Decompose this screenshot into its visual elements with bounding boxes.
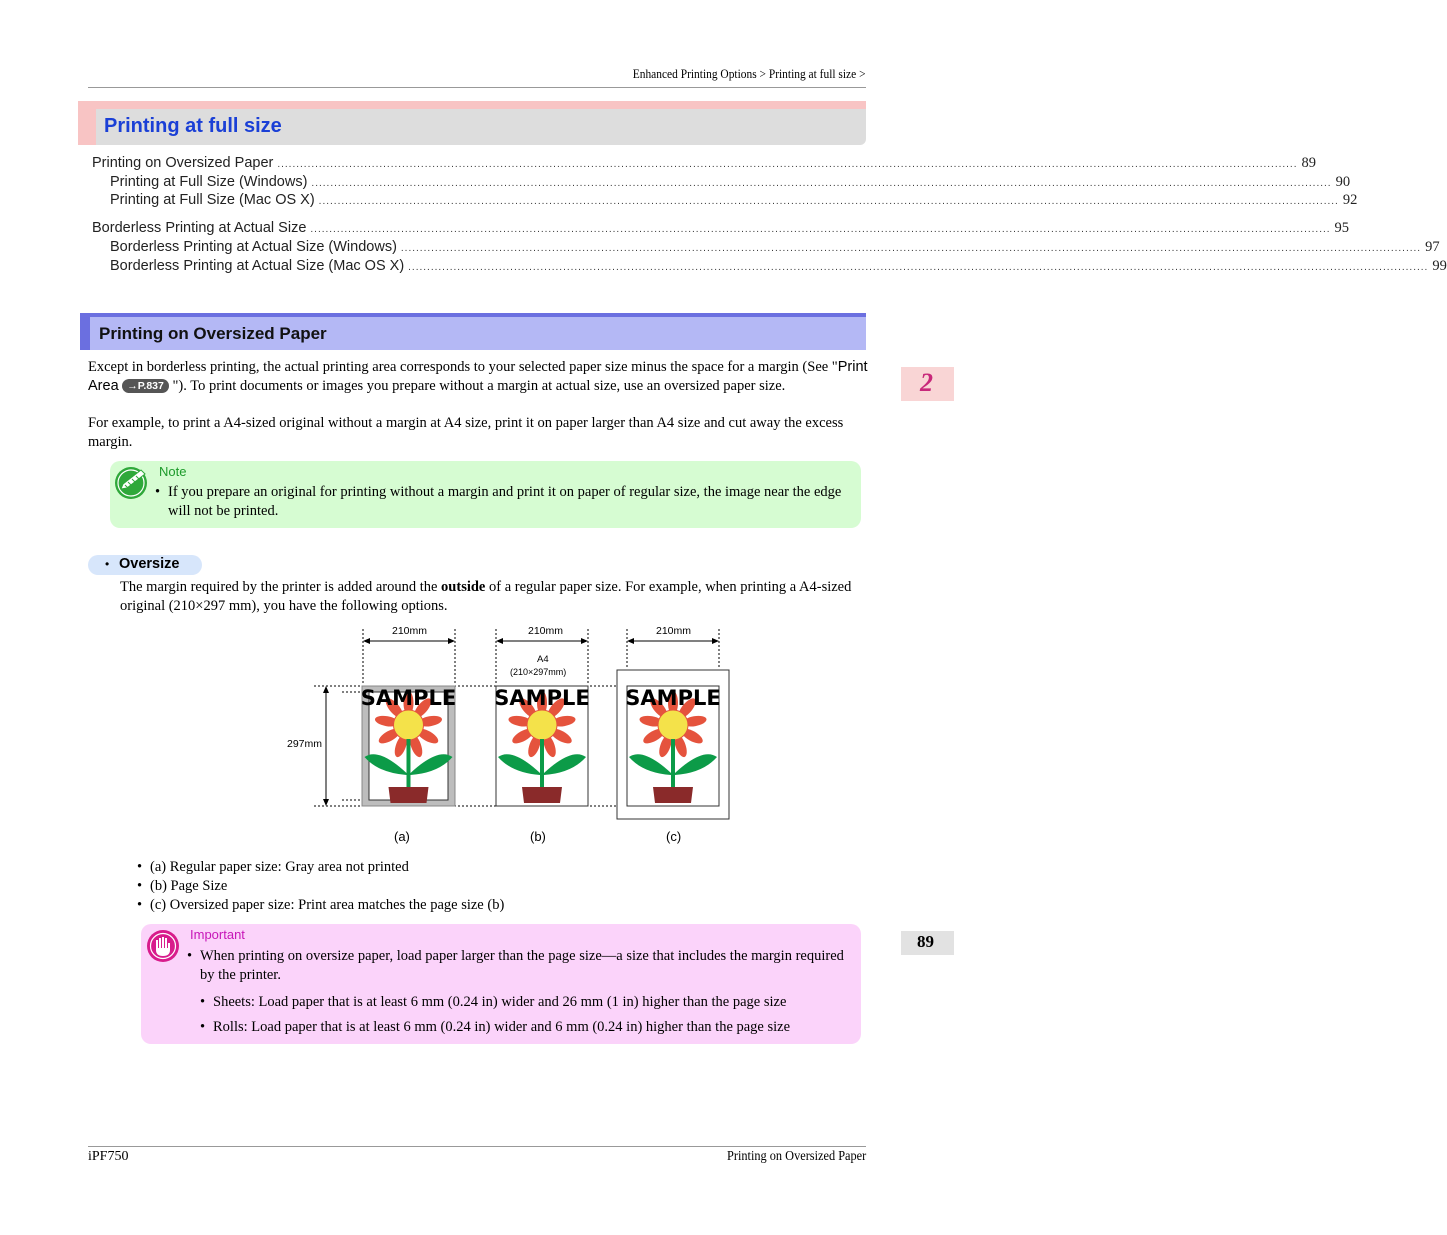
section-banner	[80, 313, 866, 350]
toc-entry-page: 99	[1432, 258, 1447, 274]
toc-entry-page: 92	[1342, 192, 1358, 208]
toc-entry[interactable]	[92, 155, 1316, 172]
note-label: Note	[159, 464, 187, 479]
page-number: 89	[917, 932, 934, 951]
toc-entry-title: Borderless Printing at Actual Size (Windows)	[110, 239, 397, 255]
chapter-banner	[78, 101, 866, 145]
toc-entry[interactable]	[110, 192, 1358, 209]
header-breadcrumb: Enhanced Printing Options > Printing at full size >	[633, 66, 866, 81]
hand-stop-icon	[145, 928, 181, 964]
toc-entry-page: 95	[1334, 220, 1350, 236]
diagram-label-c: (c)	[666, 829, 682, 844]
important-label: Important	[190, 927, 245, 942]
pencil-check-icon	[113, 464, 151, 500]
legend-item: (b) Page Size	[150, 878, 228, 894]
oversize-text-a: The margin required by the printer is added around the	[120, 579, 442, 595]
chapter-number: 2	[920, 368, 933, 397]
toc-entry-title: Printing at Full Size (Mac OS X)	[110, 192, 315, 208]
header-divider	[88, 87, 866, 88]
height-label: 297mm	[287, 738, 323, 750]
toc-entry[interactable]	[110, 174, 1351, 191]
bullet: •	[200, 1019, 206, 1035]
oversize-text-b: of a regular paper size. For example, when printing a A4-sized original (210×297 mm), you have the following options.	[120, 579, 852, 614]
toc-entry-title: Borderless Printing at Actual Size (Mac OS X)	[110, 258, 405, 274]
chapter-title: Printing at full size	[104, 115, 282, 137]
page-ref-badge[interactable]: →P.837	[122, 379, 169, 393]
footer-divider	[88, 1146, 866, 1147]
bullet: •	[137, 859, 143, 875]
toc-leader: ..............................................................................................................................................................................................................................................................................	[318, 196, 1339, 207]
footer-section: Printing on Oversized Paper	[726, 1149, 866, 1164]
bullet: •	[137, 878, 143, 894]
intro-text-end: "). To print documents or images you prepare without a margin at actual size, use an oversized paper size.	[168, 377, 786, 394]
toc-entry[interactable]	[92, 220, 1350, 237]
sample-text-c: SAMPLE	[625, 686, 721, 710]
a4-dims-label: (210×297mm)	[510, 667, 567, 677]
width-label-a: 210mm	[392, 625, 428, 637]
diagram-label-a: (a)	[394, 829, 410, 844]
toc-leader: ..............................................................................................................................................................................................................................................................................	[408, 262, 1429, 273]
example-paragraph: For example, to print a A4-sized original without a margin at A4 size, print it on paper larger than A4 size and cut away the excess margin.	[88, 415, 844, 450]
toc-leader: ..............................................................................................................................................................................................................................................................................	[400, 243, 1422, 254]
bullet: •	[137, 897, 143, 913]
toc-entry-page: 97	[1425, 239, 1440, 255]
width-label-b: 210mm	[528, 625, 564, 637]
intro-paragraph	[88, 358, 868, 395]
legend-item: (c) Oversized paper size: Print area matches the page size (b)	[150, 897, 505, 913]
toc-entry[interactable]	[110, 258, 1447, 275]
toc-entry-title: Printing on Oversized Paper	[92, 155, 274, 171]
section-title: Printing on Oversized Paper	[99, 324, 327, 343]
print-area-link[interactable]: Print Area	[88, 359, 868, 394]
footer-model: iPF750	[88, 1149, 129, 1164]
bullet: •	[105, 557, 110, 571]
bullet: •	[187, 948, 193, 964]
toc-entry[interactable]	[110, 239, 1440, 256]
intro-text: Except in borderless printing, the actual printing area corresponds to your selected paper size minus the space for a margin (See "	[88, 359, 838, 375]
toc-leader: ..............................................................................................................................................................................................................................................................................	[310, 224, 1331, 235]
important-sub-item: Rolls: Load paper that is at least 6 mm (0.24 in) wider and 6 mm (0.24 in) higher than the page size	[213, 1019, 791, 1035]
toc-leader: ..............................................................................................................................................................................................................................................................................	[311, 178, 1332, 189]
toc-entry-page: 89	[1301, 155, 1316, 171]
legend-item: (a) Regular paper size: Gray area not printed	[150, 859, 409, 875]
a4-label: A4	[537, 654, 549, 665]
toc-leader: ..............................................................................................................................................................................................................................................................................	[277, 159, 1298, 170]
bullet: •	[155, 484, 161, 500]
sample-text-a: SAMPLE	[360, 686, 457, 710]
important-sub-item: Sheets: Load paper that is at least 6 mm (0.24 in) wider and 26 mm (1 in) higher than the page size	[213, 994, 787, 1010]
oversize-bold: outside	[441, 579, 486, 595]
toc-entry-page: 90	[1335, 174, 1351, 190]
important-text: When printing on oversize paper, load paper larger than the page size—a size that includes the margin required by the printer.	[200, 948, 844, 983]
oversize-diagram	[284, 623, 736, 848]
toc-entry-title: Borderless Printing at Actual Size	[92, 220, 307, 236]
sample-text-b: SAMPLE	[494, 686, 590, 710]
toc-entry-title: Printing at Full Size (Windows)	[110, 174, 308, 190]
diagram-label-b: (b)	[530, 829, 546, 844]
note-text: If you prepare an original for printing without a margin and print it on paper of regular size, the image near the edge will not be printed.	[168, 484, 842, 519]
width-label-c: 210mm	[656, 625, 692, 637]
bullet: •	[200, 994, 206, 1010]
oversize-heading: Oversize	[119, 556, 180, 572]
oversize-text	[120, 578, 855, 615]
